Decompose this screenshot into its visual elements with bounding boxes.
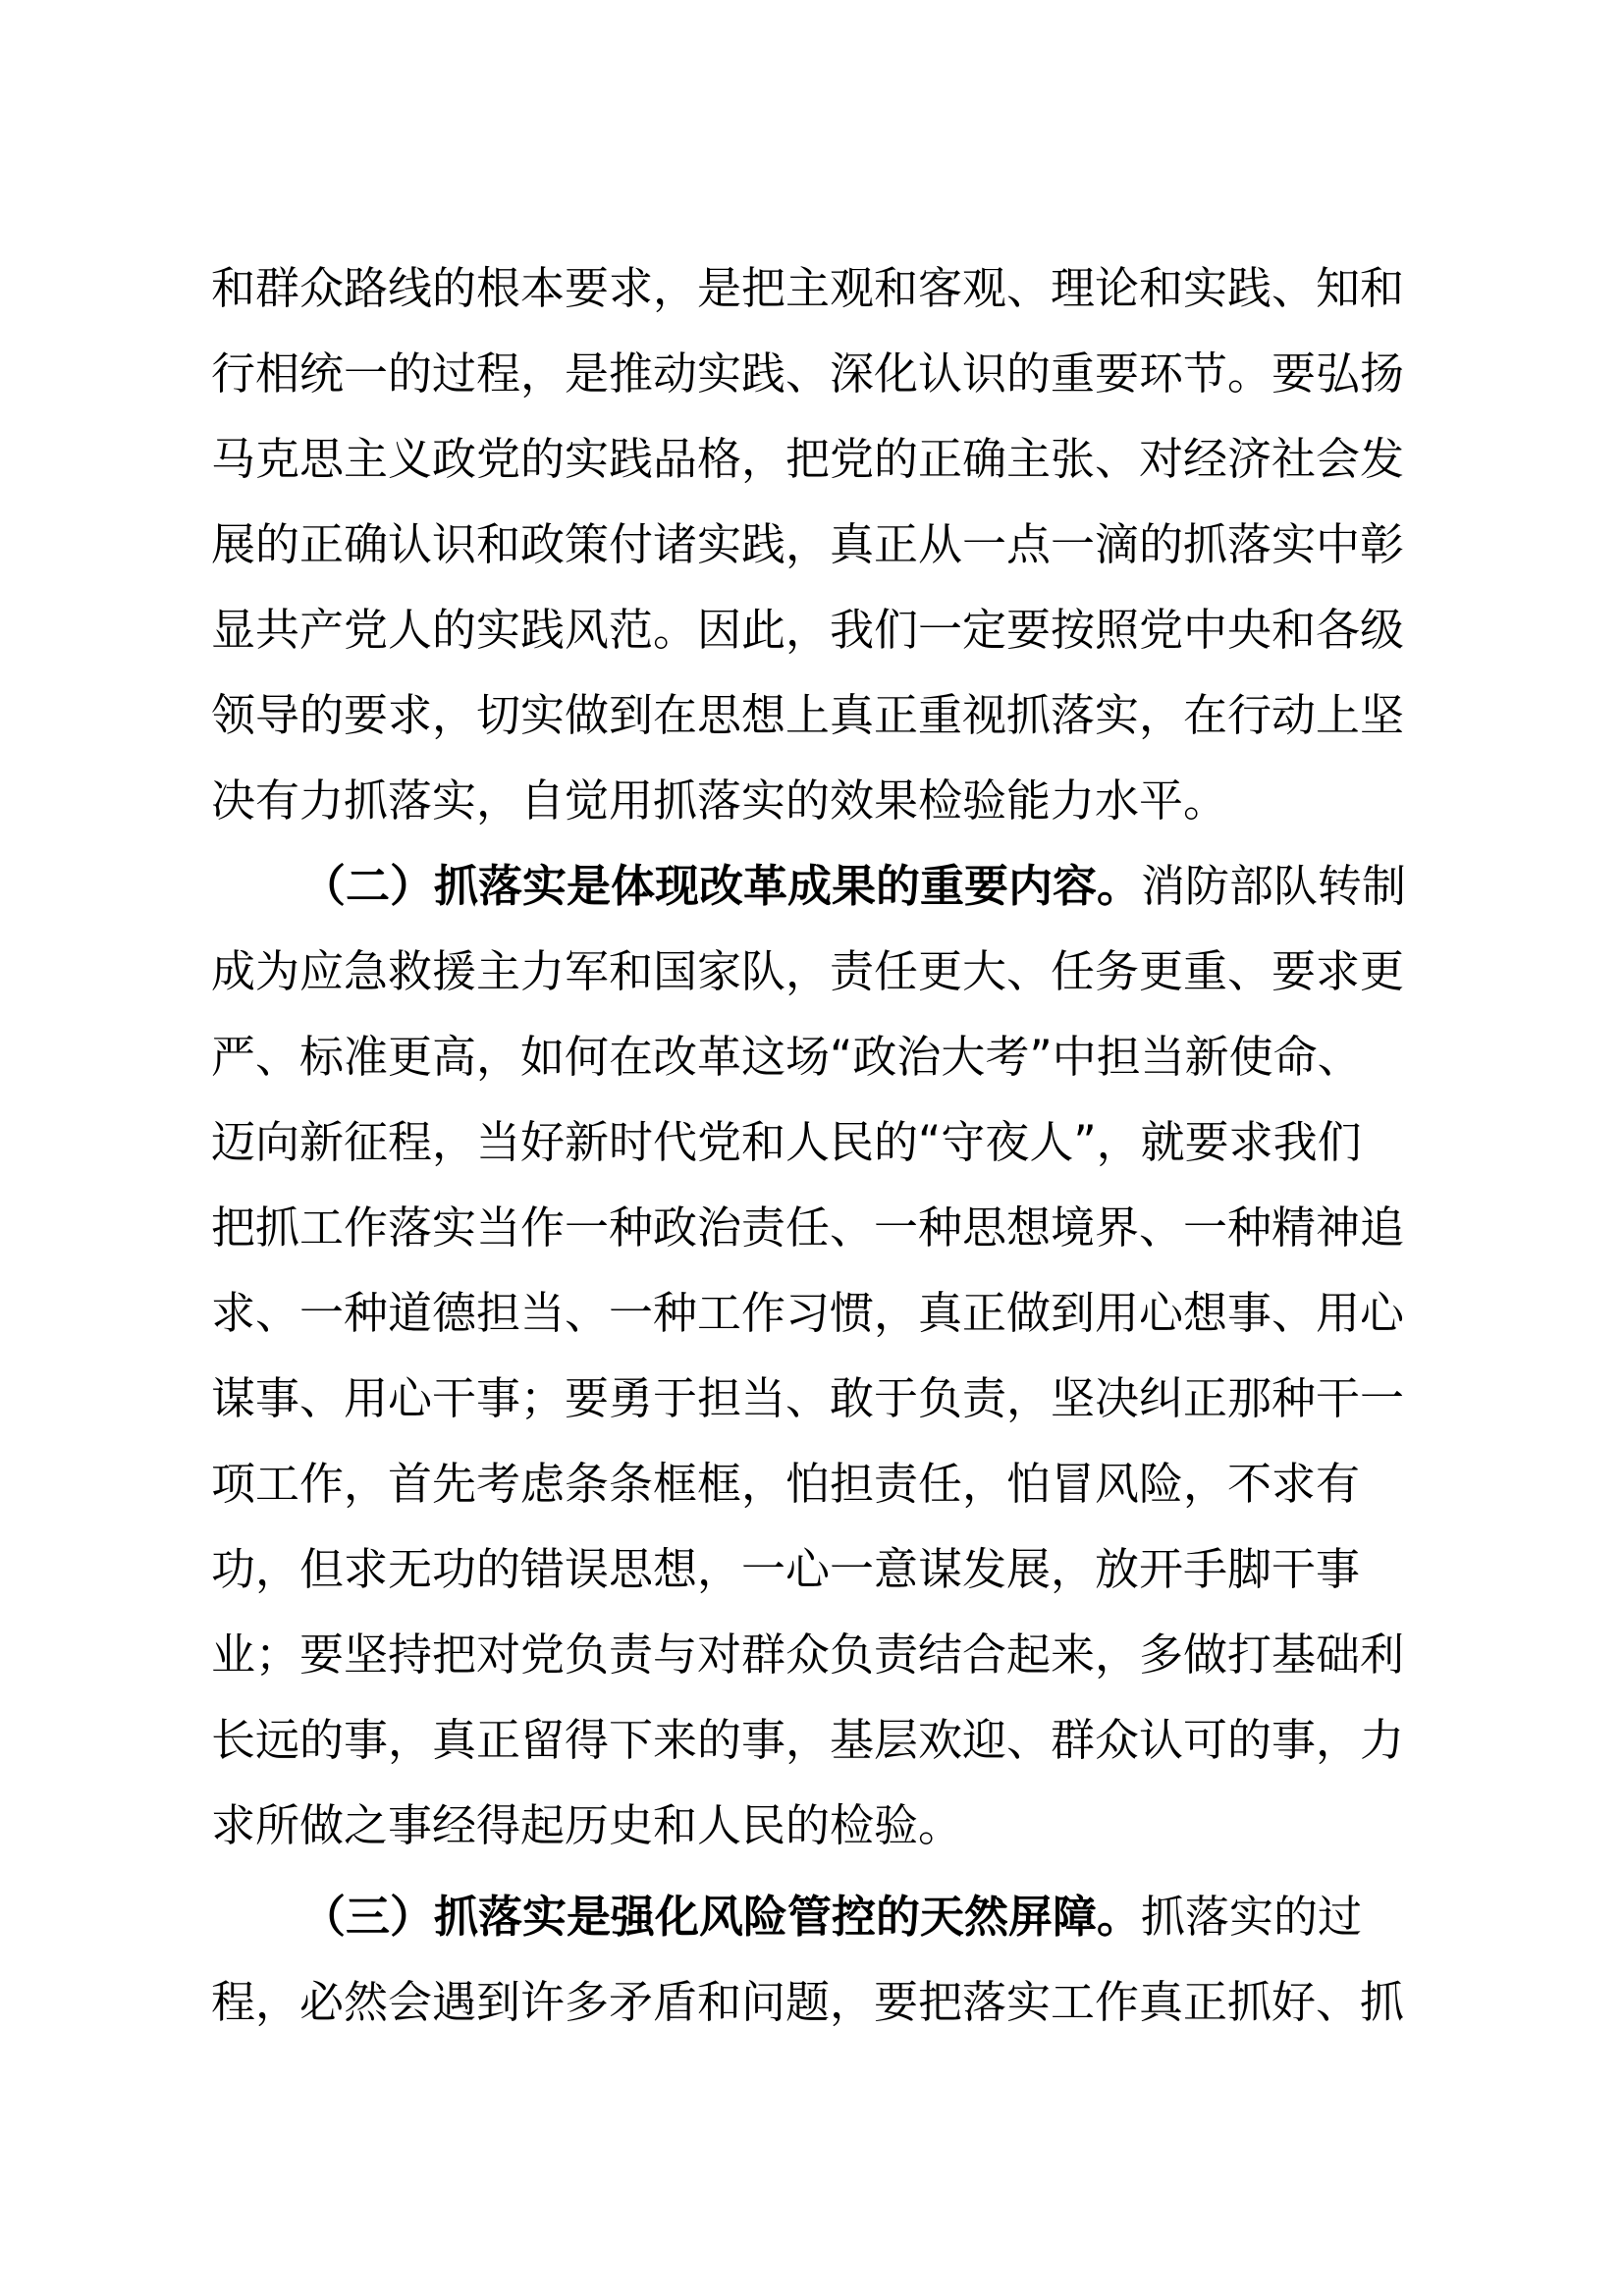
text-line: 求所做之事经得起历史和人民的检验。	[211, 1799, 963, 1851]
text-line: 严、标准更高，如何在改革这场“政治大考”中担当新使命、	[211, 1031, 1362, 1083]
text-line: 项工作，首先考虑条条框框，怕担责任，怕冒风险，不求有	[211, 1458, 1361, 1510]
paragraph-2	[211, 843, 1407, 1868]
paragraph-3	[211, 1874, 1404, 2045]
paragraph-first-line	[211, 1874, 1404, 1959]
text-line: 把抓工作落实当作一种政治责任、一种思想境界、一种精神追	[211, 1201, 1405, 1254]
text-line: 长远的事，真正留得下来的事，基层欢迎、群众认可的事，力	[211, 1714, 1405, 1766]
text-line: 决有力抓落实，自觉用抓落实的效果检验能力水平。	[211, 774, 1228, 827]
text-line: 和群众路线的根本要求，是把主观和客观、理论和实践、知和	[211, 262, 1405, 314]
section-heading: （三）抓落实是强化风险管控的天然屏障。	[301, 1891, 1142, 1943]
section-heading: （二）抓落实是体现改革成果的重要内容。	[301, 860, 1142, 912]
text-line: 马克思主义政党的实践品格，把党的正确主张、对经济社会发	[211, 433, 1405, 485]
text-line: 迈向新征程，当好新时代党和人民的“守夜人”，就要求我们	[211, 1116, 1362, 1168]
text-run: 抓落实的过	[1141, 1891, 1363, 1943]
text-line: 业；要坚持把对党负责与对群众负责结合起来，多做打基础利	[211, 1629, 1405, 1681]
text-line: 显共产党人的实践风范。因此，我们一定要按照党中央和各级	[211, 604, 1405, 656]
text-line: 程，必然会遇到许多矛盾和问题，要把落实工作真正抓好、抓	[211, 1976, 1405, 2028]
text-run: 消防部队转制	[1141, 860, 1407, 912]
paragraph-first-line	[211, 843, 1407, 929]
text-line: 求、一种道德担当、一种工作习惯，真正做到用心想事、用心	[211, 1287, 1405, 1339]
paragraph-1	[211, 245, 1404, 843]
text-line: 功，但求无功的错误思想，一心一意谋发展，放开手脚干事	[211, 1543, 1361, 1595]
text-line: 谋事、用心干事；要勇于担当、敢于负责，坚决纠正那种干一	[211, 1372, 1405, 1424]
text-line: 领导的要求，切实做到在思想上真正重视抓落实，在行动上坚	[211, 689, 1405, 741]
document-page	[211, 245, 1407, 2045]
text-line: 展的正确认识和政策付诸实践，真正从一点一滴的抓落实中彰	[211, 518, 1405, 570]
text-line: 行相统一的过程，是推动实践、深化认识的重要环节。要弘扬	[211, 347, 1405, 400]
text-line: 成为应急救援主力军和国家队，责任更大、任务更重、要求更	[211, 945, 1405, 997]
